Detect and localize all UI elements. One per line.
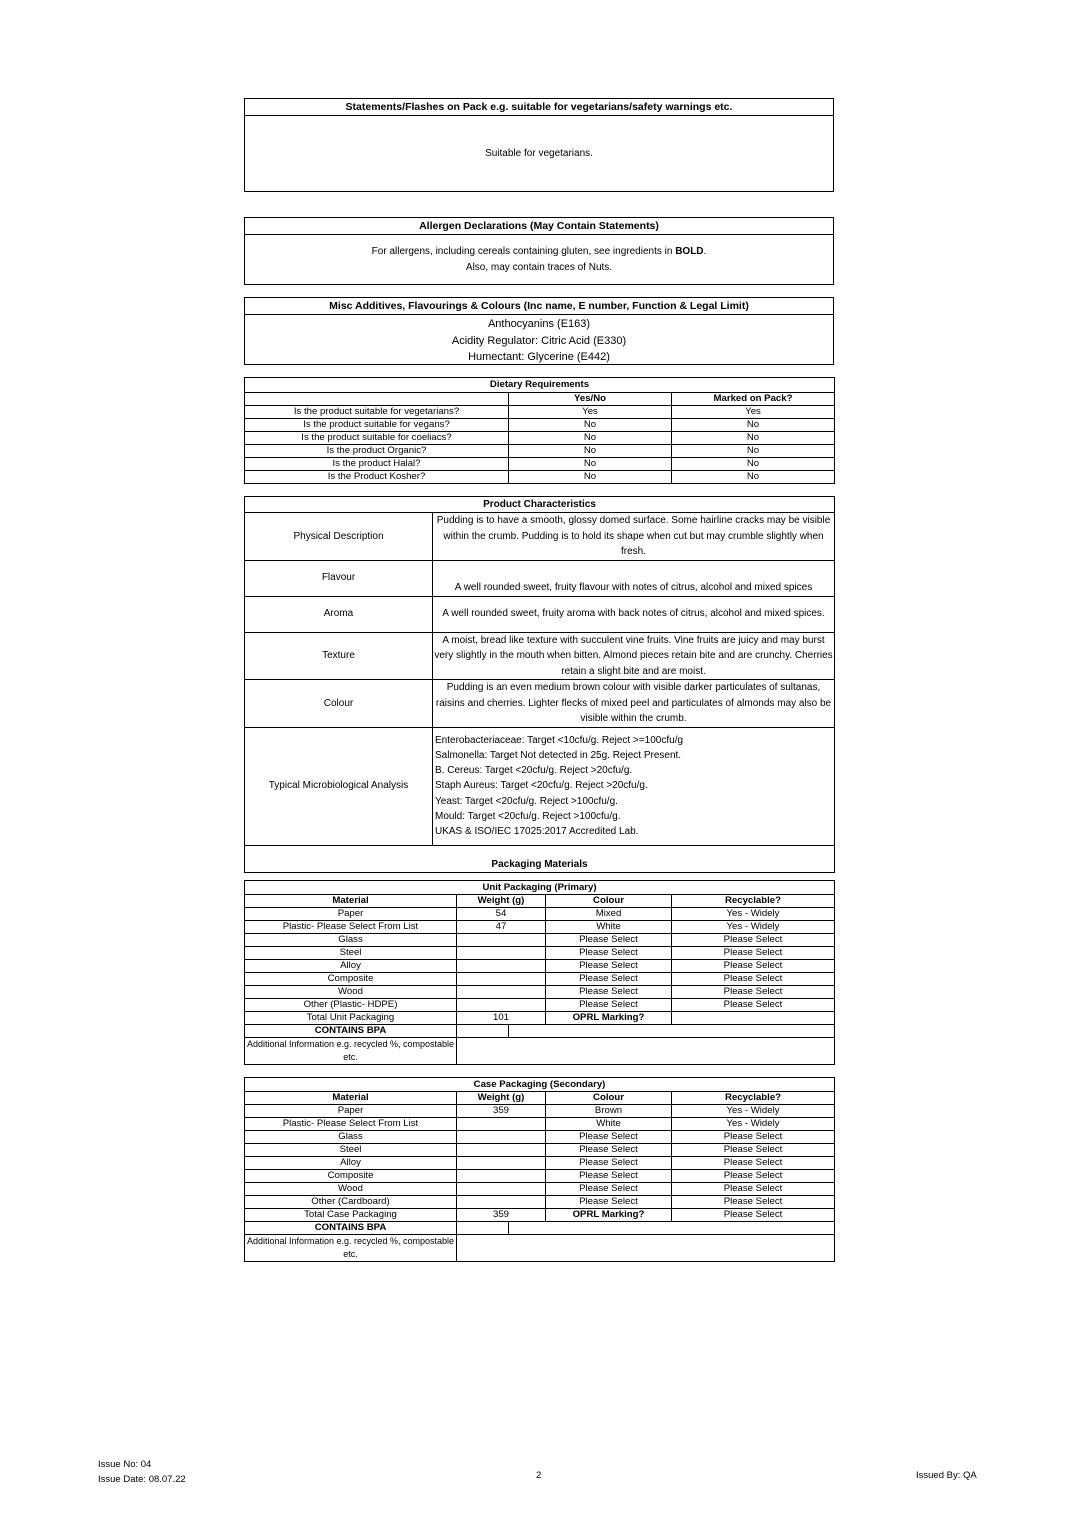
additional-row [245, 1038, 835, 1065]
table-row [245, 1131, 835, 1144]
oprl-label: OPRL Marking? [546, 1012, 672, 1025]
weight-cell [457, 1144, 546, 1157]
recyclable-cell: Please Select [672, 934, 835, 947]
statements-header: Statements/Flashes on Pack e.g. suitable for vegetarians/safety warnings etc. [245, 99, 833, 116]
weight-cell [457, 986, 546, 999]
dietary-question: Is the product Organic? [245, 445, 509, 458]
additives-header: Misc Additives, Flavourings & Colours (Inc name, E number, Function & Legal Limit) [245, 298, 833, 315]
colour-cell: Brown [546, 1105, 672, 1118]
allergen-header: Allergen Declarations (May Contain Statements) [245, 218, 833, 235]
colour-cell: Please Select [546, 1157, 672, 1170]
recyclable-cell: Yes - Widely [672, 1105, 835, 1118]
additive-item: Anthocyanins (E163) [487, 318, 591, 330]
additional-label: Additional Information e.g. recycled %, compostable etc. [245, 1235, 457, 1262]
allergen-line-1 [245, 244, 833, 260]
weight-cell [457, 1196, 546, 1209]
weight-cell: 54 [457, 908, 546, 921]
dietary-question: Is the product suitable for vegetarians? [245, 406, 509, 419]
additive-item: Humectant: Glycerine (E442) [468, 351, 610, 363]
dietary-yesno: Yes [509, 406, 672, 419]
bpa-rest [509, 1025, 835, 1038]
dietary-marked: Yes [672, 406, 835, 419]
colour-cell: Please Select [546, 999, 672, 1012]
col-weight: Weight (g) [457, 1092, 546, 1105]
additional-row [245, 1235, 835, 1262]
total-value: 359 [457, 1209, 546, 1222]
material-cell: Plastic- Please Select From List [245, 921, 457, 934]
colour-label: Colour [245, 680, 433, 728]
unit-packaging-table [244, 880, 835, 1065]
col-colour: Colour [546, 895, 672, 908]
weight-cell [457, 947, 546, 960]
material-cell: Glass [245, 1131, 457, 1144]
total-row [245, 1012, 835, 1025]
recyclable-cell: Yes - Widely [672, 1118, 835, 1131]
bpa-label: CONTAINS BPA [245, 1222, 457, 1235]
table-row [245, 471, 835, 484]
dietary-marked: No [672, 458, 835, 471]
micro-line: B. Cereus: Target <20cfu/g. Reject >20cfu/g. [435, 765, 633, 777]
recyclable-cell: Please Select [672, 986, 835, 999]
statements-section [244, 98, 834, 192]
material-cell: Wood [245, 1183, 457, 1196]
bpa-rest [509, 1222, 835, 1235]
texture-label: Texture [245, 632, 433, 680]
dietary-marked: No [672, 471, 835, 484]
recyclable-cell: Yes - Widely [672, 908, 835, 921]
col-colour: Colour [546, 1092, 672, 1105]
footer-left [98, 1457, 186, 1487]
dietary-col-yesno: Yes/No [509, 393, 672, 406]
col-recyclable: Recyclable? [672, 895, 835, 908]
oprl-value: Please Select [672, 1209, 835, 1222]
dietary-col-marked: Marked on Pack? [672, 393, 835, 406]
dietary-yesno: No [509, 419, 672, 432]
micro-line: Staph Aureus: Target <20cfu/g. Reject >20cfu/g. [435, 780, 648, 792]
additive-item: Acidity Regulator: Citric Acid (E330) [451, 334, 627, 347]
allergen-section [244, 217, 834, 285]
material-cell: Composite [245, 1170, 457, 1183]
dietary-yesno: No [509, 458, 672, 471]
characteristics-table [244, 496, 835, 873]
issue-date: Issue Date: 08.07.22 [98, 1474, 186, 1485]
material-cell: Steel [245, 947, 457, 960]
material-cell: Plastic- Please Select From List [245, 1118, 457, 1131]
colour-cell: White [546, 1118, 672, 1131]
dietary-yesno: No [509, 445, 672, 458]
table-row [245, 921, 835, 934]
statements-text: Suitable for vegetarians. [485, 148, 593, 159]
weight-cell [457, 934, 546, 947]
table-row [245, 432, 835, 445]
packaging-materials-title: Packaging Materials [245, 845, 835, 872]
colour-cell: Please Select [546, 960, 672, 973]
total-label: Total Case Packaging [245, 1209, 457, 1222]
page-number: 2 [536, 1470, 542, 1481]
recyclable-cell: Please Select [672, 1131, 835, 1144]
table-row [245, 1157, 835, 1170]
dietary-question: Is the product suitable for vegans? [245, 419, 509, 432]
oprl-label: OPRL Marking? [546, 1209, 672, 1222]
case-packaging-header: Case Packaging (Secondary) [245, 1078, 835, 1092]
micro-line: Enterobacteriaceae: Target <10cfu/g. Reject >=100cfu/g [435, 734, 684, 746]
micro-line: Yeast: Target <20cfu/g. Reject >100cfu/g. [435, 795, 618, 807]
weight-cell [457, 1170, 546, 1183]
material-cell: Paper [245, 1105, 457, 1118]
aroma-value: A well rounded sweet, fruity aroma with back notes of citrus, alcohol and mixed spices. [433, 596, 835, 632]
table-row [245, 1105, 835, 1118]
table-row [245, 445, 835, 458]
total-label: Total Unit Packaging [245, 1012, 457, 1025]
additional-value [457, 1235, 835, 1262]
table-row [245, 973, 835, 986]
total-value: 101 [457, 1012, 546, 1025]
bpa-row [245, 1222, 835, 1235]
physical-value: Pudding is to have a smooth, glossy domed surface. Some hairline cracks may be visible within the crumb. Pudding is to hold its shape when cut but may crumble slightly when fresh. [433, 513, 835, 561]
bpa-value [457, 1222, 509, 1235]
colour-value: Pudding is an even medium brown colour with visible darker particulates of sultanas, raisins and cherries. Lighter flecks of mixed peel and particulates of almonds may also be visible within the crumb. [433, 680, 835, 728]
col-material: Material [245, 1092, 457, 1105]
material-cell: Steel [245, 1144, 457, 1157]
colour-cell: Mixed [546, 908, 672, 921]
colour-cell: Please Select [546, 986, 672, 999]
table-row [245, 986, 835, 999]
colour-cell: Please Select [546, 1144, 672, 1157]
issued-by: Issued By: QA [916, 1470, 977, 1481]
recyclable-cell: Yes - Widely [672, 921, 835, 934]
characteristics-section [244, 496, 834, 873]
recyclable-cell: Please Select [672, 1196, 835, 1209]
dietary-yesno: No [509, 432, 672, 445]
colour-cell: Please Select [546, 1196, 672, 1209]
dietary-header: Dietary Requirements [245, 378, 835, 393]
issue-number: Issue No: 04 [98, 1459, 152, 1470]
weight-cell [457, 960, 546, 973]
table-row [245, 1144, 835, 1157]
unit-packaging-header: Unit Packaging (Primary) [245, 881, 835, 895]
dietary-question: Is the product suitable for coeliacs? [245, 432, 509, 445]
dietary-blank [245, 393, 509, 406]
recyclable-cell: Please Select [672, 947, 835, 960]
colour-cell: Please Select [546, 973, 672, 986]
weight-cell [457, 1157, 546, 1170]
recyclable-cell: Please Select [672, 1183, 835, 1196]
micro-line: Salmonella: Target Not detected in 25g. Reject Present. [435, 749, 682, 761]
table-row [245, 999, 835, 1012]
material-cell: Other (Plastic- HDPE) [245, 999, 457, 1012]
flavour-label: Flavour [245, 560, 433, 596]
micro-value [433, 727, 835, 845]
allergen-line-1-text: For allergens, including cereals containing gluten, see ingredients in [371, 246, 676, 257]
dietary-marked: No [672, 419, 835, 432]
weight-cell [457, 1118, 546, 1131]
unit-packaging-section [244, 880, 834, 1065]
dietary-section [244, 377, 834, 484]
recyclable-cell: Please Select [672, 973, 835, 986]
colour-cell: Please Select [546, 1183, 672, 1196]
allergen-line-1-end: . [703, 246, 707, 257]
micro-label: Typical Microbiological Analysis [245, 727, 433, 845]
dietary-yesno: No [509, 471, 672, 484]
micro-line: UKAS & ISO/IEC 17025:2017 Accredited Lab. [435, 826, 639, 837]
material-cell: Composite [245, 973, 457, 986]
total-row [245, 1209, 835, 1222]
recyclable-cell: Please Select [672, 960, 835, 973]
texture-value: A moist, bread like texture with succulent vine fruits. Vine fruits are juicy and may burst very slightly in the mouth when bitten. Almond pieces retain bite and are crunchy. Cherries retain a slight bite and are moist. [433, 632, 835, 680]
dietary-marked: No [672, 445, 835, 458]
material-cell: Paper [245, 908, 457, 921]
dietary-question: Is the Product Kosher? [245, 471, 509, 484]
case-packaging-table [244, 1077, 835, 1262]
table-row [245, 458, 835, 471]
material-cell: Other (Cardboard) [245, 1196, 457, 1209]
recyclable-cell: Please Select [672, 1157, 835, 1170]
table-row [245, 1183, 835, 1196]
colour-cell: White [546, 921, 672, 934]
weight-cell: 359 [457, 1105, 546, 1118]
weight-cell [457, 1183, 546, 1196]
material-cell: Alloy [245, 960, 457, 973]
additives-section [244, 297, 834, 365]
col-material: Material [245, 895, 457, 908]
table-row [245, 1170, 835, 1183]
dietary-marked: No [672, 432, 835, 445]
additional-value [457, 1038, 835, 1065]
allergen-bold-word: BOLD [675, 246, 704, 257]
col-recyclable: Recyclable? [672, 1092, 835, 1105]
recyclable-cell: Please Select [672, 1144, 835, 1157]
table-row [245, 1196, 835, 1209]
weight-cell [457, 973, 546, 986]
material-cell: Alloy [245, 1157, 457, 1170]
table-row [245, 1118, 835, 1131]
allergen-line-2: Also, may contain traces of Nuts. [465, 262, 613, 273]
recyclable-cell: Please Select [672, 999, 835, 1012]
oprl-value [672, 1012, 835, 1025]
aroma-label: Aroma [245, 596, 433, 632]
table-row [245, 960, 835, 973]
table-row [245, 419, 835, 432]
flavour-value: A well rounded sweet, fruity flavour with notes of citrus, alcohol and mixed spices [433, 560, 835, 596]
table-row [245, 934, 835, 947]
dietary-question: Is the product Halal? [245, 458, 509, 471]
table-row [245, 947, 835, 960]
colour-cell: Please Select [546, 1170, 672, 1183]
weight-cell [457, 1131, 546, 1144]
table-row [245, 908, 835, 921]
bpa-label: CONTAINS BPA [245, 1025, 457, 1038]
material-cell: Glass [245, 934, 457, 947]
micro-line: Mould: Target <20cfu/g. Reject >100cfu/g. [435, 810, 621, 822]
bpa-row [245, 1025, 835, 1038]
colour-cell: Please Select [546, 947, 672, 960]
material-cell: Wood [245, 986, 457, 999]
additional-label: Additional Information e.g. recycled %, compostable etc. [245, 1038, 457, 1065]
characteristics-header: Product Characteristics [245, 497, 835, 513]
bpa-value [457, 1025, 509, 1038]
dietary-table [244, 377, 835, 484]
col-weight: Weight (g) [457, 895, 546, 908]
physical-label: Physical Description [245, 513, 433, 561]
recyclable-cell: Please Select [672, 1170, 835, 1183]
table-row [245, 406, 835, 419]
weight-cell: 47 [457, 921, 546, 934]
colour-cell: Please Select [546, 934, 672, 947]
case-packaging-section [244, 1077, 834, 1262]
weight-cell [457, 999, 546, 1012]
colour-cell: Please Select [546, 1131, 672, 1144]
